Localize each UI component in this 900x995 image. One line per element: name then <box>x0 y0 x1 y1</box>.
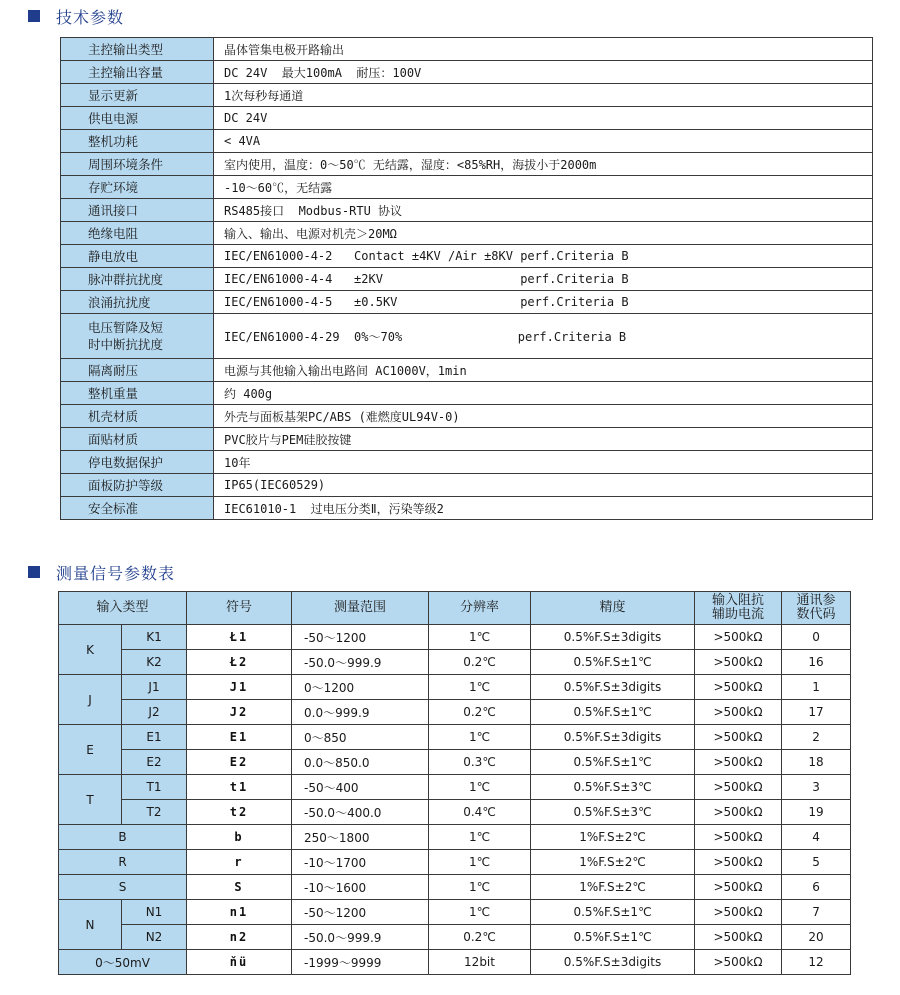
group-cell-n: N <box>59 900 122 950</box>
accuracy-cell: 0.5%F.S±3℃ <box>531 775 695 800</box>
spec-value: DC 24V <box>214 107 873 130</box>
spec-row <box>61 61 873 84</box>
spec-value: < 4VA <box>214 130 873 153</box>
code-cell: 5 <box>782 850 851 875</box>
resolution-cell: 12bit <box>429 950 531 975</box>
sub-type-cell: T2 <box>122 800 187 825</box>
range-cell: 0.0～850.0 <box>292 750 429 775</box>
spec-value: 外壳与面板基架PC/ABS (难燃度UL94V-0) <box>214 405 873 428</box>
accuracy-cell: 1%F.S±2℃ <box>531 875 695 900</box>
table-row <box>59 825 851 850</box>
col-header-symbol: 符号 <box>187 592 292 625</box>
group-cell-t: T <box>59 775 122 825</box>
resolution-cell: 0.2℃ <box>429 925 531 950</box>
accuracy-cell: 0.5%F.S±1℃ <box>531 650 695 675</box>
spec-value: DC 24V 最大100mA 耐压：100V <box>214 61 873 84</box>
spec-row <box>61 405 873 428</box>
section-title: 技术参数 <box>56 7 125 27</box>
spec-value: IEC61010-1 过电压分类Ⅱ，污染等级2 <box>214 497 873 520</box>
spec-label: 绝缘电阻 <box>61 222 214 245</box>
accuracy-cell: 0.5%F.S±3digits <box>531 950 695 975</box>
range-cell: 0～850 <box>292 725 429 750</box>
table-row <box>59 850 851 875</box>
symbol-cell: n1 <box>187 900 292 925</box>
spec-label: 周围环境条件 <box>61 153 214 176</box>
col-header-input-type: 输入类型 <box>59 592 187 625</box>
table-row <box>59 675 851 700</box>
spec-row <box>61 451 873 474</box>
code-cell: 18 <box>782 750 851 775</box>
spec-value: 输入、输出、电源对机壳＞20MΩ <box>214 222 873 245</box>
spec-label: 浪涌抗扰度 <box>61 291 214 314</box>
resolution-cell: 1℃ <box>429 725 531 750</box>
impedance-cell: >500kΩ <box>695 775 782 800</box>
section-bullet-icon <box>28 10 40 22</box>
col-header-impedance <box>695 592 782 625</box>
sub-type-cell: E2 <box>122 750 187 775</box>
spec-label: 主控输出类型 <box>61 38 214 61</box>
spec-value: 10年 <box>214 451 873 474</box>
resolution-cell: 0.4℃ <box>429 800 531 825</box>
spec-row <box>61 38 873 61</box>
sub-type-cell: T1 <box>122 775 187 800</box>
accuracy-cell: 0.5%F.S±1℃ <box>531 700 695 725</box>
spec-row <box>61 291 873 314</box>
code-cell: 12 <box>782 950 851 975</box>
measurement-table <box>58 591 851 975</box>
symbol-cell: r <box>187 850 292 875</box>
table-row <box>59 725 851 750</box>
spec-value: IEC/EN61000-4-4 ±2KV perf.Criteria B <box>214 268 873 291</box>
col-header-range: 测量范围 <box>292 592 429 625</box>
resolution-cell: 1℃ <box>429 900 531 925</box>
spec-label: 存贮环境 <box>61 176 214 199</box>
accuracy-cell: 0.5%F.S±3digits <box>531 625 695 650</box>
code-cell: 16 <box>782 650 851 675</box>
spec-row <box>61 176 873 199</box>
range-cell: -50～1200 <box>292 900 429 925</box>
range-cell: 0.0～999.9 <box>292 700 429 725</box>
impedance-cell: >500kΩ <box>695 700 782 725</box>
code-cell: 17 <box>782 700 851 725</box>
group-cell-k: K <box>59 625 122 675</box>
range-cell: -10～1700 <box>292 850 429 875</box>
section-title: 测量信号参数表 <box>56 563 176 583</box>
spec-row <box>61 107 873 130</box>
section-header-tech-params <box>28 6 124 26</box>
spec-value: 1次每秒每通道 <box>214 84 873 107</box>
symbol-cell: n2 <box>187 925 292 950</box>
sub-type-cell: J2 <box>122 700 187 725</box>
accuracy-cell: 0.5%F.S±1℃ <box>531 750 695 775</box>
accuracy-cell: 0.5%F.S±1℃ <box>531 925 695 950</box>
code-cell: 19 <box>782 800 851 825</box>
table-row <box>59 650 851 675</box>
resolution-cell: 0.2℃ <box>429 700 531 725</box>
spec-row <box>61 268 873 291</box>
code-cell: 3 <box>782 775 851 800</box>
symbol-cell: ňü <box>187 950 292 975</box>
spec-row <box>61 199 873 222</box>
spec-label: 机壳材质 <box>61 405 214 428</box>
resolution-cell: 1℃ <box>429 825 531 850</box>
resolution-cell: 1℃ <box>429 850 531 875</box>
table-row <box>59 625 851 650</box>
sub-type-cell: N1 <box>122 900 187 925</box>
accuracy-cell: 0.5%F.S±3digits <box>531 725 695 750</box>
resolution-cell: 1℃ <box>429 625 531 650</box>
sub-type-cell: E1 <box>122 725 187 750</box>
spec-label: 脉冲群抗扰度 <box>61 268 214 291</box>
spec-label: 供电电源 <box>61 107 214 130</box>
range-cell: -50.0～999.9 <box>292 650 429 675</box>
resolution-cell: 1℃ <box>429 875 531 900</box>
spec-label: 整机功耗 <box>61 130 214 153</box>
spec-label: 主控输出容量 <box>61 61 214 84</box>
range-cell: -50～1200 <box>292 625 429 650</box>
symbol-cell: E2 <box>187 750 292 775</box>
table-row <box>59 875 851 900</box>
spec-label: 通讯接口 <box>61 199 214 222</box>
spec-value: IEC/EN61000-4-29 0%～70% perf.Criteria B <box>214 314 873 359</box>
sub-type-cell: N2 <box>122 925 187 950</box>
spec-row <box>61 153 873 176</box>
spec-label: 面贴材质 <box>61 428 214 451</box>
code-cell: 1 <box>782 675 851 700</box>
spec-label: 显示更新 <box>61 84 214 107</box>
spec-row <box>61 382 873 405</box>
type-cell-mv: 0～50mV <box>59 950 187 975</box>
spec-row <box>61 222 873 245</box>
impedance-cell: >500kΩ <box>695 875 782 900</box>
symbol-cell: t2 <box>187 800 292 825</box>
spec-label: 整机重量 <box>61 382 214 405</box>
impedance-cell: >500kΩ <box>695 800 782 825</box>
spec-label-line: 电压暂降及短 <box>88 320 164 335</box>
resolution-cell: 1℃ <box>429 775 531 800</box>
impedance-cell: >500kΩ <box>695 950 782 975</box>
section-header-measurement <box>28 562 175 582</box>
group-cell-j: J <box>59 675 122 725</box>
symbol-cell: S <box>187 875 292 900</box>
spec-label-line: 时中断抗扰度 <box>88 337 164 352</box>
impedance-cell: >500kΩ <box>695 750 782 775</box>
table-row <box>59 800 851 825</box>
spec-value: 电源与其他输入输出电路间 AC1000V，1min <box>214 359 873 382</box>
col-header-code <box>782 592 851 625</box>
col-header-resolution: 分辨率 <box>429 592 531 625</box>
spec-label <box>61 314 214 359</box>
symbol-cell: b <box>187 825 292 850</box>
code-cell: 4 <box>782 825 851 850</box>
sub-type-cell: K2 <box>122 650 187 675</box>
impedance-cell: >500kΩ <box>695 900 782 925</box>
table-row <box>59 750 851 775</box>
spec-label: 面板防护等级 <box>61 474 214 497</box>
resolution-cell: 1℃ <box>429 675 531 700</box>
impedance-cell: >500kΩ <box>695 725 782 750</box>
range-cell: -1999～9999 <box>292 950 429 975</box>
range-cell: -50～400 <box>292 775 429 800</box>
symbol-cell: J1 <box>187 675 292 700</box>
section-bullet-icon <box>28 566 40 578</box>
spec-label: 隔离耐压 <box>61 359 214 382</box>
spec-row <box>61 497 873 520</box>
impedance-cell: >500kΩ <box>695 650 782 675</box>
table-row <box>59 925 851 950</box>
range-cell: 0～1200 <box>292 675 429 700</box>
spec-value: -10～60℃，无结露 <box>214 176 873 199</box>
range-cell: -50.0～400.0 <box>292 800 429 825</box>
spec-value: IP65(IEC60529) <box>214 474 873 497</box>
spec-value: 晶体管集电极开路输出 <box>214 38 873 61</box>
resolution-cell: 0.3℃ <box>429 750 531 775</box>
sub-type-cell: J1 <box>122 675 187 700</box>
resolution-cell: 0.2℃ <box>429 650 531 675</box>
symbol-cell: E1 <box>187 725 292 750</box>
spec-row <box>61 245 873 268</box>
symbol-cell: t1 <box>187 775 292 800</box>
spec-value: 室内使用，温度：0～50℃ 无结露，湿度：<85%RH，海拔小于2000m <box>214 153 873 176</box>
spec-value: RS485接口 Modbus-RTU 协议 <box>214 199 873 222</box>
spec-label: 静电放电 <box>61 245 214 268</box>
symbol-cell: J2 <box>187 700 292 725</box>
impedance-cell: >500kΩ <box>695 625 782 650</box>
symbol-cell: Ł1 <box>187 625 292 650</box>
spec-value: PVC胶片与PEM硅胶按键 <box>214 428 873 451</box>
type-cell-s: S <box>59 875 187 900</box>
accuracy-cell: 1%F.S±2℃ <box>531 850 695 875</box>
impedance-cell: >500kΩ <box>695 825 782 850</box>
accuracy-cell: 0.5%F.S±3digits <box>531 675 695 700</box>
col-header-code-line2: 数代码 <box>796 607 836 622</box>
accuracy-cell: 0.5%F.S±1℃ <box>531 900 695 925</box>
spec-label: 停电数据保护 <box>61 451 214 474</box>
spec-label: 安全标准 <box>61 497 214 520</box>
spec-row <box>61 474 873 497</box>
accuracy-cell: 0.5%F.S±3℃ <box>531 800 695 825</box>
table-row <box>59 700 851 725</box>
code-cell: 20 <box>782 925 851 950</box>
range-cell: -10～1600 <box>292 875 429 900</box>
impedance-cell: >500kΩ <box>695 850 782 875</box>
col-header-impedance-line1: 输入阻抗 <box>712 593 765 608</box>
col-header-impedance-line2: 辅助电流 <box>712 607 765 622</box>
accuracy-cell: 1%F.S±2℃ <box>531 825 695 850</box>
group-cell-e: E <box>59 725 122 775</box>
range-cell: 250～1800 <box>292 825 429 850</box>
spec-table <box>60 37 873 520</box>
code-cell: 0 <box>782 625 851 650</box>
code-cell: 6 <box>782 875 851 900</box>
table-header-row <box>59 592 851 625</box>
range-cell: -50.0～999.9 <box>292 925 429 950</box>
col-header-accuracy: 精度 <box>531 592 695 625</box>
spec-row <box>61 84 873 107</box>
table-row <box>59 900 851 925</box>
type-cell-b: B <box>59 825 187 850</box>
spec-row <box>61 428 873 451</box>
sub-type-cell: K1 <box>122 625 187 650</box>
spec-value: IEC/EN61000-4-2 Contact ±4KV /Air ±8KV perf.Criteria B <box>214 245 873 268</box>
code-cell: 2 <box>782 725 851 750</box>
table-row <box>59 775 851 800</box>
impedance-cell: >500kΩ <box>695 675 782 700</box>
spec-row <box>61 130 873 153</box>
symbol-cell: Ł2 <box>187 650 292 675</box>
spec-row <box>61 359 873 382</box>
type-cell-r: R <box>59 850 187 875</box>
impedance-cell: >500kΩ <box>695 925 782 950</box>
col-header-code-line1: 通讯参 <box>796 593 836 608</box>
spec-row <box>61 314 873 359</box>
table-row <box>59 950 851 975</box>
code-cell: 7 <box>782 900 851 925</box>
spec-value: IEC/EN61000-4-5 ±0.5KV perf.Criteria B <box>214 291 873 314</box>
spec-value: 约 400g <box>214 382 873 405</box>
